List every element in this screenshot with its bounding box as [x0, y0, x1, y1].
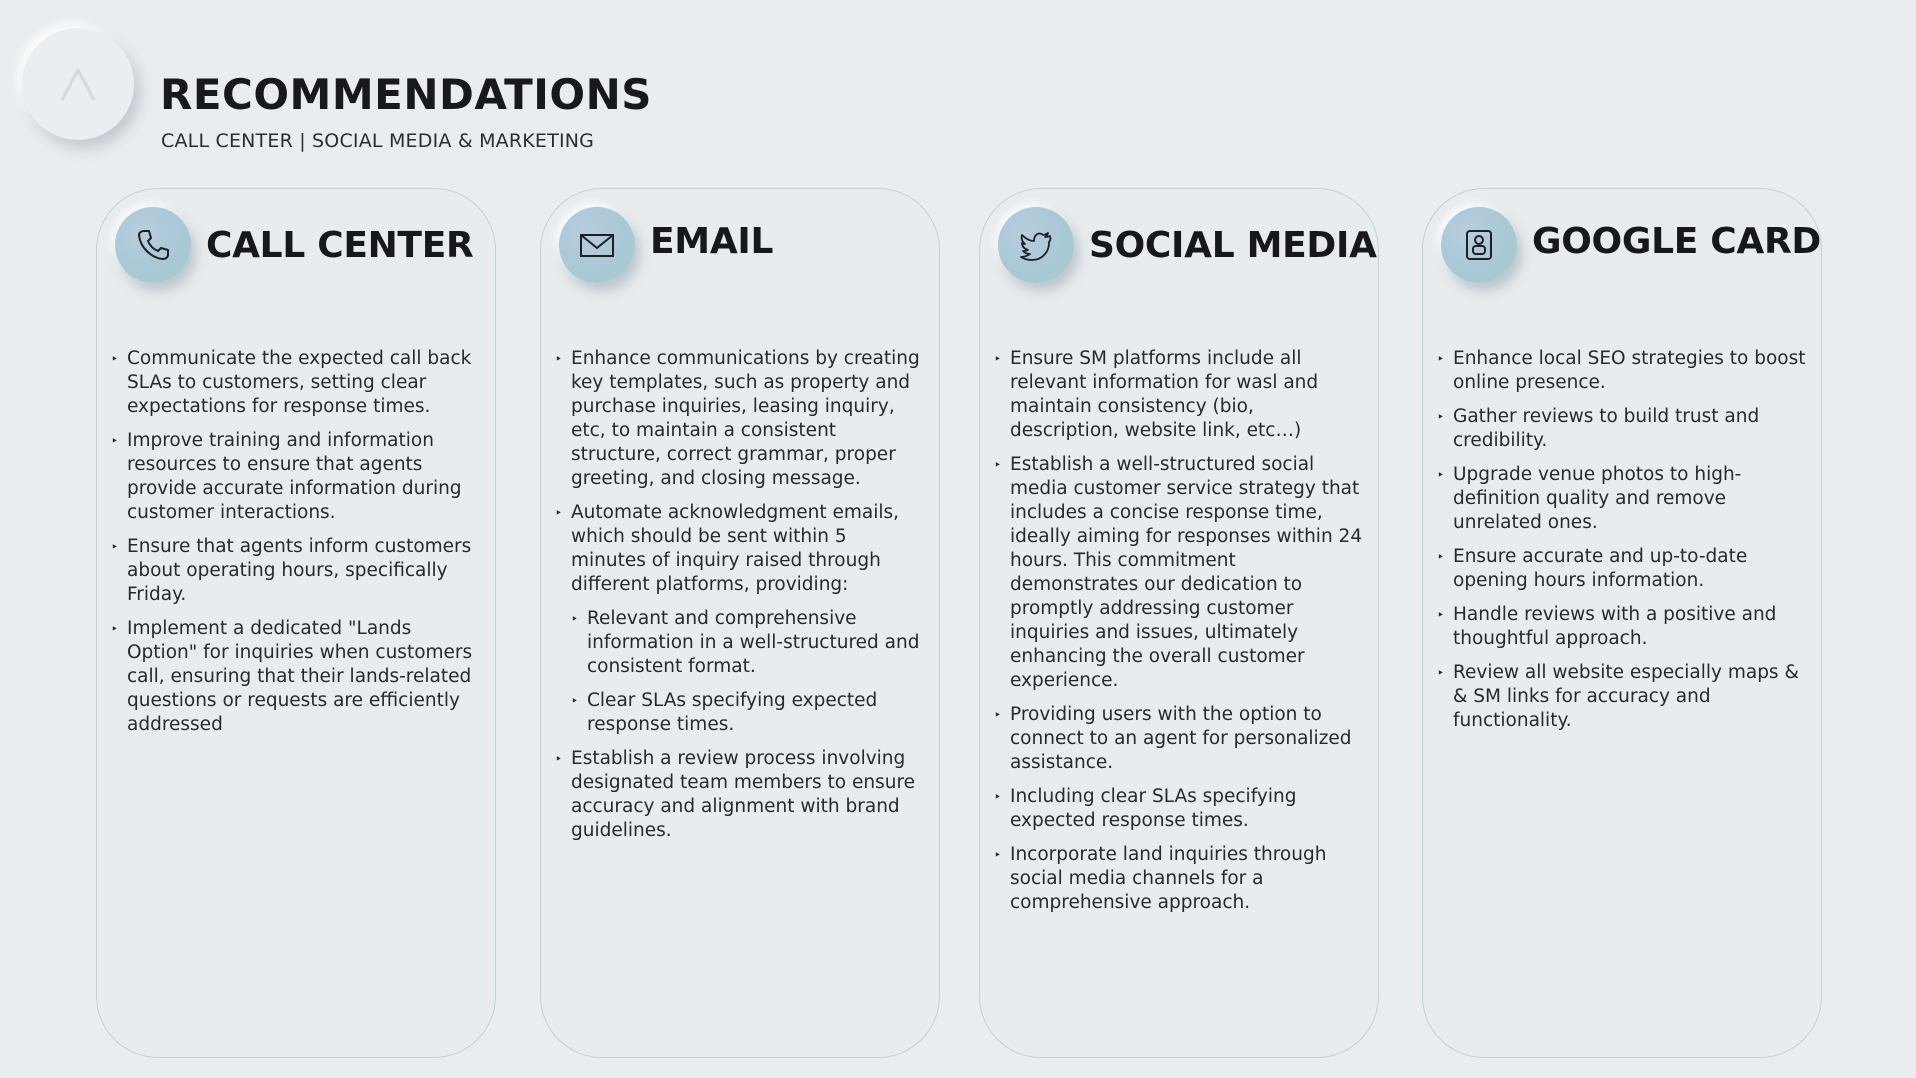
- sub-list-item: ‣ Relevant and comprehensive information in a well-structured and consistent format.: [571, 607, 925, 679]
- bullet-list: [1437, 347, 1807, 743]
- page-title: RECOMMENDATIONS: [160, 70, 652, 119]
- card-title: EMAIL: [650, 220, 774, 262]
- card-google-card: [1422, 188, 1822, 1058]
- list-item: ‣ Communicate the expected call back SLAs to customers, setting clear expectations for response times.: [111, 347, 473, 419]
- card-title: GOOGLE CARD: [1532, 220, 1821, 262]
- list-item: ‣ Improve training and information resources to ensure that agents provide accurate information during customer interactions.: [111, 429, 473, 525]
- list-item: ‣ Including clear SLAs specifying expected response times.: [994, 785, 1364, 833]
- list-item: [555, 501, 925, 737]
- list-item: ‣ Establish a well-structured social media customer service strategy that includes a concise response time, ideally aiming for responses within 24 hours. This commitment demonstrates our dedication to promptly addressing customer inquiries and issues, ultimately enhancing the overall customer experience.: [994, 453, 1364, 693]
- envelope-icon: [559, 207, 635, 283]
- sub-list-item: ‣ Clear SLAs specifying expected response times.: [571, 689, 925, 737]
- card-email: [540, 188, 940, 1058]
- card-call-center: [96, 188, 496, 1058]
- page-subtitle: CALL CENTER | SOCIAL MEDIA & MARKETING: [161, 130, 595, 152]
- list-item: ‣ Ensure SM platforms include all relevant information for wasl and maintain consistency (bio, description, website link, etc…): [994, 347, 1364, 443]
- sub-bullet-list: [571, 607, 925, 737]
- bullet-list: [111, 347, 473, 747]
- list-item: ‣ Enhance local SEO strategies to boost online presence.: [1437, 347, 1807, 395]
- list-item: ‣ Review all website especially maps & & SM links for accuracy and functionality.: [1437, 661, 1807, 733]
- bullet-list: [994, 347, 1364, 925]
- list-item: ‣ Ensure that agents inform customers about operating hours, specifically Friday.: [111, 535, 473, 607]
- list-item: ‣ Ensure accurate and up-to-date opening hours information.: [1437, 545, 1807, 593]
- contact-card-icon: [1441, 207, 1517, 283]
- card-title: CALL CENTER: [206, 224, 474, 266]
- card-header: [998, 207, 1377, 283]
- card-header: [1441, 207, 1821, 283]
- list-item: ‣ Gather reviews to build trust and credibility.: [1437, 405, 1807, 453]
- list-item: ‣ Providing users with the option to connect to an agent for personalized assistance.: [994, 703, 1364, 775]
- card-header: [559, 207, 773, 283]
- card-title: SOCIAL MEDIA: [1089, 224, 1377, 266]
- list-item-text: Automate acknowledgment emails, which should be sent within 5 minutes of inquiry raised through different platforms, providing:: [571, 502, 900, 595]
- list-item: ‣ Handle reviews with a positive and thoughtful approach.: [1437, 603, 1807, 651]
- list-item: ‣ Establish a review process involving designated team members to ensure accuracy and alignment with brand guidelines.: [555, 747, 925, 843]
- card-header: [115, 207, 473, 283]
- logo: [22, 28, 134, 140]
- list-item: ‣ Upgrade venue photos to high-definition quality and remove unrelated ones.: [1437, 463, 1807, 535]
- bullet-list: [555, 347, 925, 853]
- twitter-bird-icon: [998, 207, 1074, 283]
- logo-triangle-icon: [54, 60, 102, 108]
- phone-icon: [115, 207, 191, 283]
- list-item: ‣ Enhance communications by creating key templates, such as property and purchase inquiries, leasing inquiry, etc, to maintain a consistent structure, correct grammar, proper greeting, and closing message.: [555, 347, 925, 491]
- list-item: ‣ Implement a dedicated "Lands Option" for inquiries when customers call, ensuring that their lands-related questions or requests are efficiently addressed: [111, 617, 473, 737]
- list-item: ‣ Incorporate land inquiries through social media channels for a comprehensive approach.: [994, 843, 1364, 915]
- card-social-media: [979, 188, 1379, 1058]
